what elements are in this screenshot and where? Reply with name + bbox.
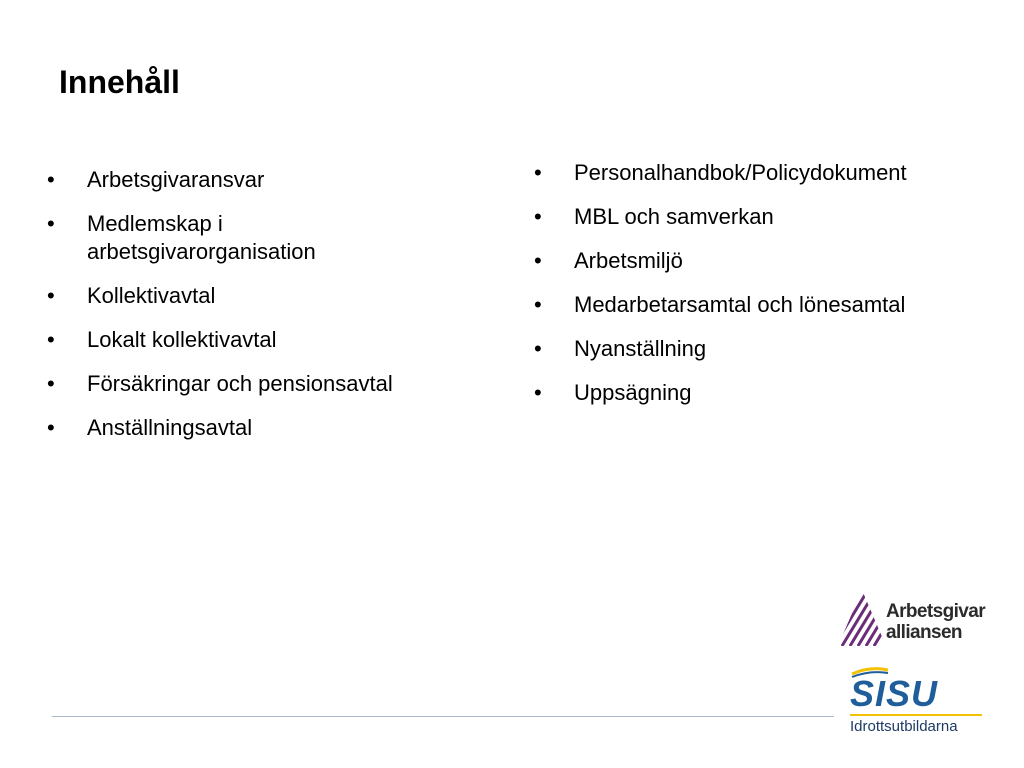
bullet-icon: • — [534, 380, 542, 405]
list-item-text: Uppsägning — [574, 380, 692, 405]
left-bullet-list — [47, 166, 467, 458]
bullet-icon: • — [534, 160, 542, 185]
list-item-text: Medarbetarsamtal och lönesamtal — [574, 292, 906, 317]
list-item — [47, 414, 467, 442]
striped-triangle-icon — [838, 590, 886, 646]
list-item — [47, 210, 387, 266]
list-item — [47, 282, 467, 310]
bullet-icon: • — [47, 415, 55, 440]
sisu-underline — [850, 714, 982, 716]
bullet-icon: • — [47, 167, 55, 192]
page-title: Innehåll — [59, 64, 180, 100]
bullet-icon: • — [47, 327, 55, 352]
bullet-icon: • — [47, 283, 55, 308]
list-item-text: Lokalt kollektivavtal — [87, 327, 277, 352]
logo-text-line1: Arbetsgivar — [886, 601, 985, 622]
list-item-text: Kollektivavtal — [87, 283, 216, 308]
list-item-text: Försäkringar och pensionsavtal — [87, 371, 393, 396]
bullet-icon: • — [534, 292, 542, 317]
footer-divider — [52, 716, 834, 717]
list-item-text: Arbetsmiljö — [574, 248, 683, 273]
list-item — [534, 379, 1004, 407]
list-item — [534, 335, 1004, 363]
list-item — [47, 166, 467, 194]
bullet-icon: • — [534, 248, 542, 273]
sisu-subtitle: Idrottsutbildarna — [850, 718, 958, 735]
list-item — [47, 326, 467, 354]
list-item — [47, 370, 467, 398]
sisu-logo — [846, 664, 986, 744]
list-item-text: Nyanställning — [574, 336, 707, 361]
bullet-icon: • — [47, 371, 55, 396]
bullet-icon: • — [534, 204, 542, 229]
list-item-text: MBL och samverkan — [574, 204, 774, 229]
bullet-icon: • — [47, 211, 55, 236]
list-item-text: Personalhandbok/Policydokument — [574, 160, 907, 185]
list-item — [534, 203, 1004, 231]
list-item-text: Medlemskap i arbetsgivarorganisation — [87, 211, 316, 264]
list-item-text: Arbetsgivaransvar — [87, 167, 265, 192]
sisu-wordmark: SISU — [850, 673, 939, 714]
logo-text-line2: alliansen — [886, 622, 962, 643]
list-item — [534, 159, 1004, 187]
list-item — [534, 247, 1004, 275]
bullet-icon: • — [534, 336, 542, 361]
arbetsgivaralliansen-logo — [838, 588, 998, 650]
list-item — [534, 291, 1004, 319]
right-bullet-list — [534, 159, 1004, 423]
list-item-text: Anställningsavtal — [87, 415, 253, 440]
